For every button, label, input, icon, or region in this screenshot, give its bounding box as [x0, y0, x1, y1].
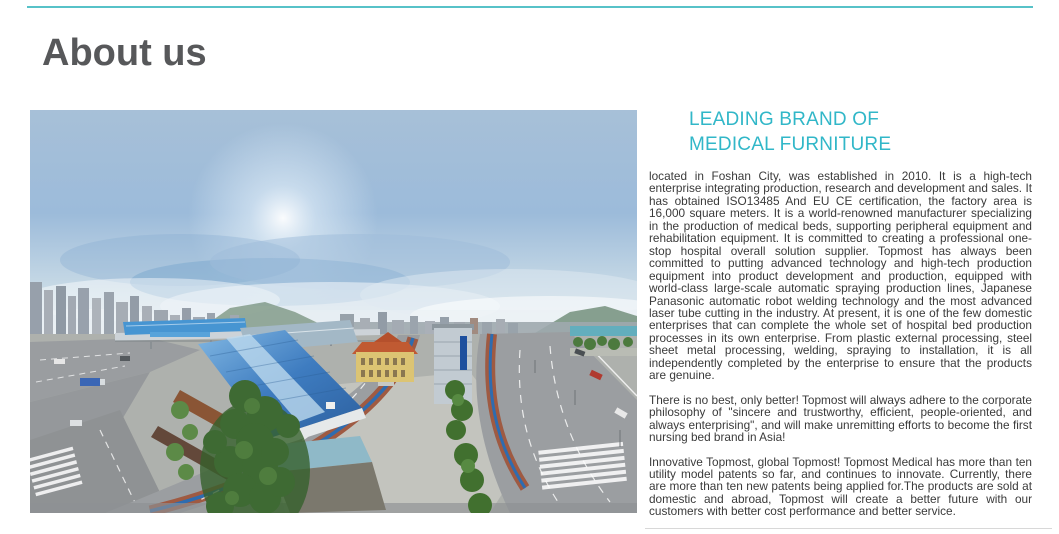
- bottom-divider: [645, 528, 1052, 529]
- about-paragraph-1: located in Foshan City, was established in 2010. It is a high-tech enterprise integrating production, research and development and sales. It has obtained ISO13485 And EU CE certification, the factory area is 16,000 square meters. It is a world-renowned manufacturer specializing in the production of medical beds, supporting peripheral equipment and rehabilitation equipment. It is committed to creating a professional one-stop hospital overall solution supplier. Topmost has always been committed to putting advanced technology and high-tech production equipment into product development and production, equipped with world-class large-scale automatic spraying production lines, Japanese Panasonic automatic robot welding technology and the most advanced laser tube cutting in the industry. At present, it is one of the few domestic enterprises that can complete the whole set of hospital bed production processes in its own enterprise. From plastic external processing, steel sheet metal processing, welding, spraying to installation, it is all independently completed by the enterprise to ensure that the products are genuine.: [649, 169, 1032, 383]
- section-heading-line1: LEADING BRAND OF: [689, 109, 880, 130]
- section-heading: [689, 108, 1032, 157]
- factory-panorama-illustration: [30, 110, 637, 513]
- top-accent-line: [27, 6, 1033, 8]
- about-paragraph-3: Innovative Topmost, global Topmost! Topmost Medical has more than ten utility model patents so far, and continues to innovate. Currently, there are more than ten new patents being applied for.The products are sold at domestic and abroad, Topmost will create a better future with our customers with better cost performance and better service.: [649, 454, 1032, 519]
- about-text-column: [649, 108, 1032, 518]
- factory-panorama-photo: [30, 110, 637, 513]
- section-heading-line2: MEDICAL FURNITURE: [689, 133, 892, 155]
- page-title: About us: [42, 32, 207, 74]
- about-paragraph-2: There is no best, only better! Topmost will always adhere to the corporate philosophy of "sincere and trustworthy, efficient, people-oriented, and always enterprising", and will make unremitting efforts to become the first nursing bed brand in Asia!: [649, 392, 1032, 445]
